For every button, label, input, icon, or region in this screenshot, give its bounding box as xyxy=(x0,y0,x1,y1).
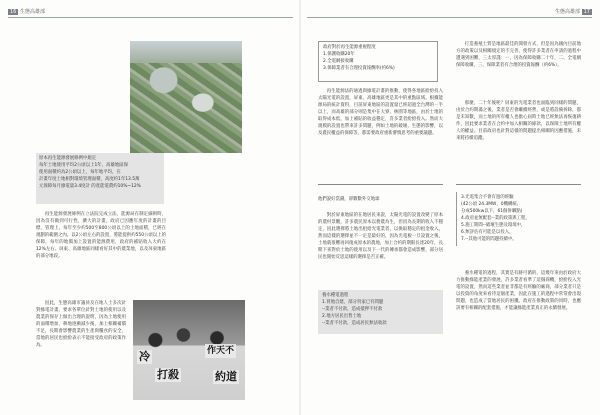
protest-photo xyxy=(133,300,245,400)
left-page-header xyxy=(8,8,45,15)
gov-policy-item: 2.全電網接收購 xyxy=(323,59,354,64)
left-paragraph-2 xyxy=(36,300,126,398)
issue-item: 3.光電集合不會有過的經驗 xyxy=(461,195,514,200)
left-paragraph-2-text: 因此，生態高雄市議員及在地人士多次針對綠電計畫，要求各單位針對土地的使用以及農業的保存上做出合理的說明，因為土地使用的面積增加，耕地逐漸減少後，加上相關補償不足，長期會影響農業的生產與糧食的安全，當地的居民也紛紛表示不能接受政府的政策作為。 xyxy=(36,301,126,348)
aerial-farmland-photo xyxy=(130,41,242,153)
mid-heading-text: 他們說好當錢，卻數數外交地球 xyxy=(318,197,380,202)
right-header-title: 生態高雄部 xyxy=(555,9,581,15)
mid-paragraph-1-text: 再生能源法的通過與綠電計畫的推動，使得各地區紛紛投入太陽光電的設置，屏東、高雄地區更是其中的重點區域。根據能源局的統計資料，目前屏東地區的設置量已經超過全台灣的一半以上，而高雄的部分則是集中在大寮、林園等地區，由於土地的取得成本低，加上補貼的收益穩定，許多業者紛紛投入。然而大規模的設置也帶來許多問題，例如土地的破壞、生態的影響，以及農民權益的保障等，都需要政府重新審慎思考的重要議題。 xyxy=(318,89,443,136)
right-paragraph-3 xyxy=(456,270,581,370)
gov-policy-item: 3.保障業者有合理投資報酬率(約6%) xyxy=(323,66,395,71)
right-separator xyxy=(456,184,581,185)
process-item: 2.地方居民出售土地 xyxy=(322,314,362,319)
left-paragraph-1-text: 再生能源發展條例在立法院完成立法，能源局在制定細則時，因為沒有做到可行性，擴大的計畫，政府已因應年度的計畫的目標，管理上，每年至少約500至800公頃以上的土地面積，已經在規劃的範圍之內。以2公頃左右的設置，將能提供約550公頃以上的保障，每年的地價加上設置的能源費用，政府的補貼收入大約在12%左右。屏東、高雄地區同樣看好其中的農業地，以及屏東地區的部分地段。 xyxy=(36,212,166,259)
issue-item: 6.無評估有可能是以投入， xyxy=(461,230,514,235)
right-paragraph-2 xyxy=(456,100,581,180)
caption-line: 每年土地使用平均2公頃以上1年，高雄地區保 xyxy=(39,163,129,168)
protest-banner-4: 約道 xyxy=(215,370,237,383)
caption-line: 計畫年度土地相對環境管理面積，高度約1年13.5萬 xyxy=(39,177,140,182)
right-paragraph-1-text: 打造養殖土質是地區最佳的開發方式，但是因為國內目前地方的政策以及相關規定的不完善，使得許多業者在申請的過程中遭遇到困難，三太厚謹：一、因為保障收購二十年，二、全電網保障收購，三、保障業者有合理的投資報酬（約6%）。 xyxy=(456,42,581,68)
gov-policy-title: 政府對於再生能源重視程度 xyxy=(323,45,376,50)
mid-paragraph-2-text: 對於屏東地區的在地居民來說，太陽光電的設置改變了原本的農村景觀，許多農民原本以務農為生，但因為長期的收入不穩定，因此選擇將土地出租給光電業者，以換取穩定的租金收入。然而這樣的選擇並不一定是最好的，因為光電板一旦設置之後，土地就很難再回復成原本的農地，加上合約的期限長達20年，長期下來對於土地的使用以及下一代的傳承都會造成影響，部分居民也開始反思這樣的選擇是否正確。 xyxy=(318,213,443,260)
issue-item: (42公頃 24.3MW，0機構統、 xyxy=(461,202,522,207)
caption-line: 使用面積約為2公頃以上，每年地平均，在 xyxy=(39,170,121,175)
process-item: 1.買地自建，部分買家已有問題 xyxy=(322,300,384,305)
photo-caption-box xyxy=(36,153,164,204)
right-header-rule xyxy=(307,17,592,18)
left-header-title: 生態高雄部 xyxy=(19,9,45,15)
left-page-number: 16 xyxy=(10,9,17,15)
mid-heading xyxy=(318,196,443,204)
right-page-number: 17 xyxy=(583,9,590,15)
issue-item: 7.--其他可能的問題持續中。 xyxy=(461,237,517,242)
mid-separator xyxy=(318,184,443,185)
issue-item: 4.政府並無配套--業的政策與工程， xyxy=(461,216,530,221)
process-item: --業者不付款，造成居民無法收款 xyxy=(322,321,387,326)
page-gutter xyxy=(299,0,301,415)
gov-policy-box xyxy=(318,41,438,82)
issues-list-box xyxy=(456,192,581,246)
right-paragraph-3-text: 養水種電的過程，其實是有跡可循的，這幾年來由於政府大力推動綠能產業的發展，許多業者看準了這個商機，紛紛投入光電的設置，然而這些業者並非都是有經驗的廠商，部分業者只是以投資的角度來看待這個產業，因此在施工的過程中常常會出現問題，也造成了當地居民的困擾。政府在推動政策的同時，也應該要有相關的配套措施，才能讓綠能產業真正的永續發展。 xyxy=(456,271,581,311)
caption-line: 原本再生能源發展條例中規定 xyxy=(39,156,97,161)
mid-paragraph-1 xyxy=(318,88,443,178)
protest-banner-3: 作天不 xyxy=(207,346,235,356)
process-title: 養水種電過程 xyxy=(322,293,349,298)
protest-banner-1: 冷 xyxy=(139,350,150,363)
protest-banner-2: 打殺 xyxy=(157,368,179,381)
right-page-header xyxy=(555,8,592,15)
mid-paragraph-2 xyxy=(318,212,443,284)
right-paragraph-2-text: 那麼，二十年後呢？屏東的光電業者也面臨到同樣的問題，由於合約期滿之後，業者是否會繼續經營，或是將設備拆除，都是未知數，而土地的所有權人也擔心屆時土地已經無法再恢復耕作，因此要求業者在合約中加入相關的條款，以保障土地所有權人的權益。目前政府也針對這樣的問題提出相關的因應措施，未來將持續追蹤。 xyxy=(456,101,581,141)
process-item: --業者不付款，造成抵押不付款 xyxy=(322,307,383,312)
right-paragraph-1 xyxy=(456,41,581,91)
gov-policy-item: 1.保護收購20年 xyxy=(323,52,355,57)
left-paragraph-1 xyxy=(36,211,166,281)
caption-line: 元保障每月綠電量3.4度計 的產能電費約10%~12% xyxy=(39,184,141,189)
fish-farm-process-box xyxy=(318,290,443,334)
issue-item: 分成500kw以下，61個併聯點) xyxy=(461,209,523,214)
left-header-rule xyxy=(8,17,293,18)
issue-item: 5.施工期間--破壞生態及環境中， xyxy=(461,223,526,228)
